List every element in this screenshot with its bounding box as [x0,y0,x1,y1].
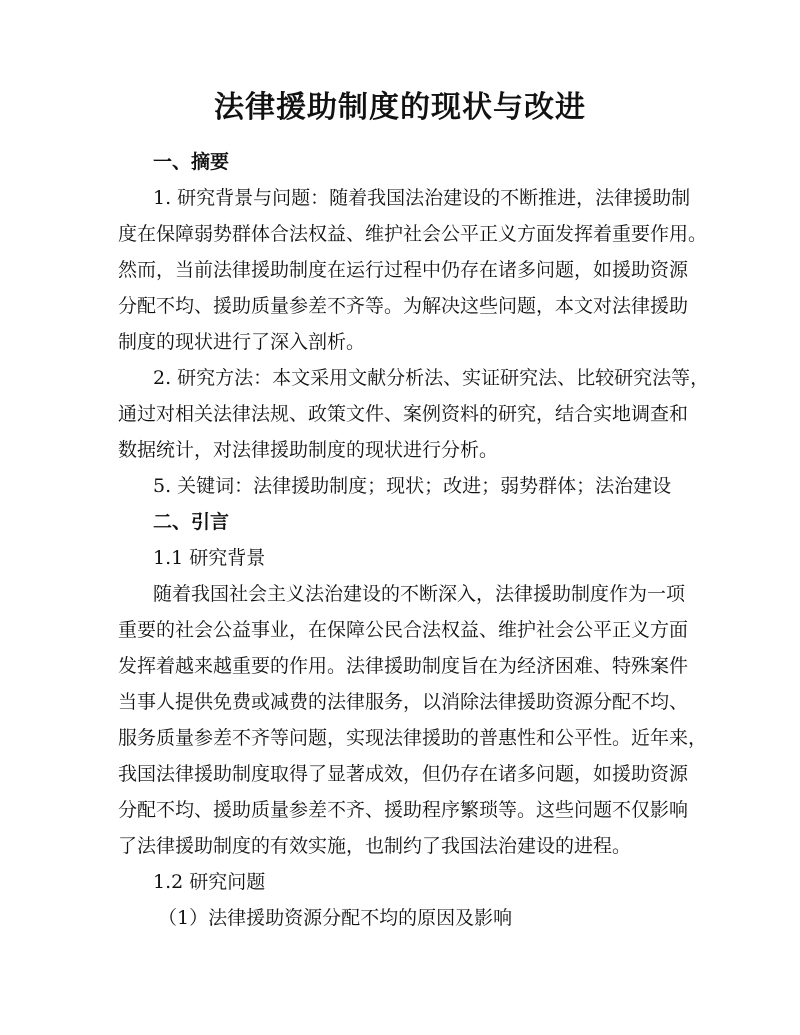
abstract-paragraph-line: 1. 研究背景与问题：随着我国法治建设的不断推进，法律援助制 [153,187,691,209]
abstract-paragraph-line: 然而，当前法律援助制度在运行过程中仍存在诸多问题，如援助资源 [118,259,689,281]
background-paragraph-line: 了法律援助制度的有效实施，也制约了我国法治建设的进程。 [118,835,632,857]
methods-paragraph-line: 数据统计，对法律援助制度的现状进行分析。 [118,439,499,461]
subsection-heading-background: 1.1 研究背景 [153,547,266,569]
abstract-paragraph-line: 分配不均、援助质量参差不齐等。为解决这些问题，本文对法律援助 [118,295,689,317]
background-paragraph-line: 发挥着越来越重要的作用。法律援助制度旨在为经济困难、特殊案件 [118,655,689,677]
background-paragraph-line: 随着我国社会主义法治建设的不断深入，法律援助制度作为一项 [153,583,686,605]
background-paragraph-line: 服务质量参差不齐等问题，实现法律援助的普惠性和公平性。近年来， [118,727,708,749]
methods-paragraph-line: 通过对相关法律法规、政策文件、案例资料的研究，结合实地调查和 [118,403,689,425]
methods-paragraph-line: 2. 研究方法：本文采用文献分析法、实证研究法、比较研究法等， [153,367,710,389]
section-heading-introduction: 二、引言 [153,511,230,533]
document-title: 法律援助制度的现状与改进 [214,90,586,125]
question-item: （1）法律援助资源分配不均的原因及影响 [158,907,513,929]
keywords-line: 5. 关键词：法律援助制度；现状；改进；弱势群体；法治建设 [153,475,672,497]
background-paragraph-line: 分配不均、援助质量参差不齐、援助程序繁琐等。这些问题不仅影响 [118,799,689,821]
abstract-paragraph-line: 度在保障弱势群体合法权益、维护社会公平正义方面发挥着重要作用。 [118,223,708,245]
background-paragraph-line: 当事人提供免费或减费的法律服务，以消除法律援助资源分配不均、 [118,691,689,713]
section-heading-abstract: 一、摘要 [153,151,230,173]
subsection-heading-questions: 1.2 研究问题 [153,871,266,893]
abstract-paragraph-line: 制度的现状进行了深入剖析。 [118,331,366,353]
background-paragraph-line: 我国法律援助制度取得了显著成效，但仍存在诸多问题，如援助资源 [118,763,689,785]
background-paragraph-line: 重要的社会公益事业，在保障公民合法权益、维护社会公平正义方面 [118,619,689,641]
